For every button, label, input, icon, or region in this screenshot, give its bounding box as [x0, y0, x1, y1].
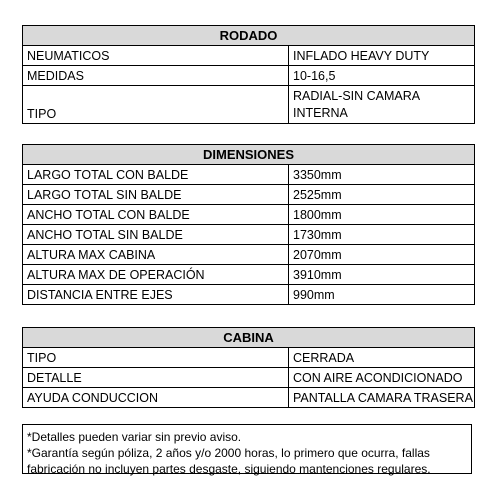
row-label: ALTURA MAX CABINA: [23, 245, 289, 265]
table-row: [23, 185, 475, 205]
table-row: [23, 66, 475, 86]
row-label: ANCHO TOTAL SIN BALDE: [23, 225, 289, 245]
table-row: [23, 265, 475, 285]
row-label: LARGO TOTAL CON BALDE: [23, 165, 289, 185]
cabina-title: CABINA: [23, 328, 475, 348]
row-value: 990mm: [289, 285, 475, 305]
note-line: fabricación no incluyen partes desgaste, siguiendo mantenciones regulares.: [27, 462, 431, 476]
table-row: [23, 46, 475, 66]
table-row: [23, 368, 475, 388]
row-label: TIPO: [23, 348, 289, 368]
dimensiones-title: DIMENSIONES: [23, 145, 475, 165]
row-label: DETALLE: [23, 368, 289, 388]
row-value: 1730mm: [289, 225, 475, 245]
row-label: LARGO TOTAL SIN BALDE: [23, 185, 289, 205]
row-label: NEUMATICOS: [23, 46, 289, 66]
table-row: [23, 205, 475, 225]
cabina-table: [22, 327, 475, 408]
row-value: CERRADA: [289, 348, 475, 368]
row-value: INFLADO HEAVY DUTY: [289, 46, 475, 66]
note-line: *Detalles pueden variar sin previo aviso.: [27, 430, 242, 444]
row-label: TIPO: [23, 86, 289, 124]
notes-box: [22, 424, 472, 474]
table-row: [23, 348, 475, 368]
table-row: [23, 86, 475, 124]
row-value: 10-16,5: [289, 66, 475, 86]
row-label: DISTANCIA ENTRE EJES: [23, 285, 289, 305]
table-row: [23, 165, 475, 185]
row-label: AYUDA CONDUCCION: [23, 388, 289, 408]
table-row: [23, 388, 475, 408]
table-row: [23, 245, 475, 265]
row-value: RADIAL-SIN CAMARA INTERNA: [289, 86, 475, 124]
row-value: PANTALLA CAMARA TRASERA: [289, 388, 475, 408]
row-label: MEDIDAS: [23, 66, 289, 86]
note-line: *Garantía según póliza, 2 años y/o 2000 horas, lo primero que ocurra, fallas: [27, 446, 430, 460]
rodado-title: RODADO: [23, 26, 475, 46]
dimensiones-table: [22, 144, 475, 305]
row-value: 2070mm: [289, 245, 475, 265]
row-value: 1800mm: [289, 205, 475, 225]
row-value: 3350mm: [289, 165, 475, 185]
row-label: ALTURA MAX DE OPERACIÓN: [23, 265, 289, 285]
row-value: 2525mm: [289, 185, 475, 205]
rodado-table: [22, 25, 475, 124]
table-row: [23, 285, 475, 305]
row-label: ANCHO TOTAL CON BALDE: [23, 205, 289, 225]
row-value: CON AIRE ACONDICIONADO: [289, 368, 475, 388]
row-value: 3910mm: [289, 265, 475, 285]
table-row: [23, 225, 475, 245]
